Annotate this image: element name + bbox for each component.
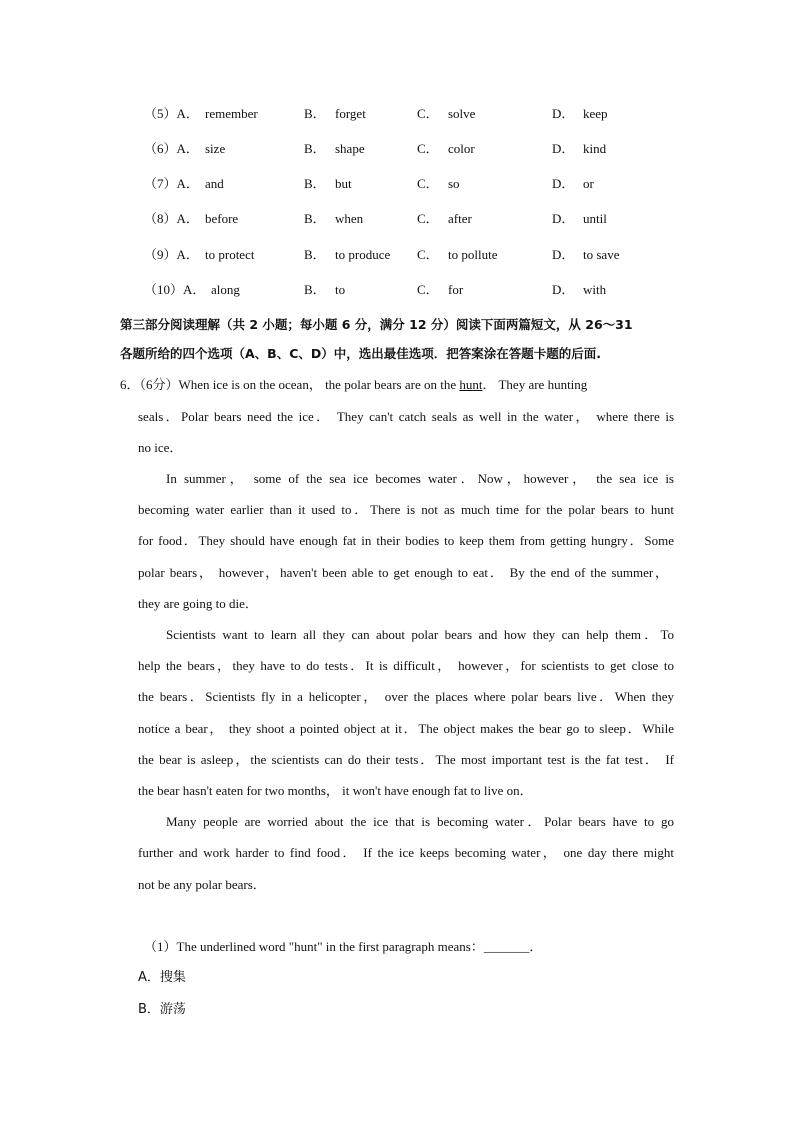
section-heading-line-2: 各题所给的四个选项（A、B、C、D）中，选出最佳选项．把答案涂在答题卡题的后面. bbox=[120, 346, 602, 361]
passage-line: the bear is asleep，the scientists can do their tests．The most important test is the fat test． If bbox=[138, 752, 674, 767]
passage-text: ． They are hunting bbox=[482, 377, 588, 392]
option-row-6 bbox=[0, 139, 794, 159]
option-a: before bbox=[205, 211, 239, 226]
option-c: for bbox=[448, 282, 464, 297]
option-c: color bbox=[448, 141, 475, 156]
option-c-letter: C． bbox=[417, 141, 439, 156]
passage-line: Scientists want to learn all they can about polar bears and how they can help them．To bbox=[166, 627, 674, 642]
option-d: keep bbox=[583, 106, 608, 121]
option-c: solve bbox=[448, 106, 476, 121]
option-a: and bbox=[205, 176, 224, 191]
option-b-letter: B． bbox=[304, 282, 326, 297]
sub-question-1: （1）The underlined word "hunt" in the first paragraph means：_______． bbox=[144, 939, 543, 954]
option-a: remember bbox=[205, 106, 258, 121]
question-first-line bbox=[120, 375, 674, 395]
option-c: so bbox=[448, 176, 460, 191]
option-number: （10）A． bbox=[144, 282, 206, 297]
passage-text: When ice is on the ocean， the polar bears are on the bbox=[178, 377, 460, 392]
option-b-letter: B． bbox=[304, 247, 326, 262]
option-b-letter: B． bbox=[304, 211, 326, 226]
underlined-word-hunt: hunt bbox=[459, 377, 483, 392]
option-b-letter: B． bbox=[304, 106, 326, 121]
option-row-10 bbox=[0, 280, 794, 300]
choice-b: B．游荡 bbox=[138, 1002, 186, 1017]
option-d: with bbox=[583, 282, 607, 297]
option-d: kind bbox=[583, 141, 607, 156]
option-row-7 bbox=[0, 174, 794, 194]
section-heading-line-1: 第三部分阅读理解（共 2 小题；每小题 6 分，满分 12 分）阅读下面两篇短文，从 26～31 bbox=[120, 317, 633, 332]
option-b: shape bbox=[335, 141, 365, 156]
passage-line: for food．They should have enough fat in their bodies to keep them from getting hungry．Some bbox=[138, 533, 674, 548]
option-d-letter: D． bbox=[552, 141, 575, 156]
passage-line: not be any polar bears． bbox=[138, 877, 266, 892]
option-b-letter: B． bbox=[304, 141, 326, 156]
option-d: until bbox=[583, 211, 607, 226]
passage-line: notice a bear， they shoot a pointed object at it．The object makes the bear go to sleep．While bbox=[138, 721, 674, 736]
option-number: （5）A． bbox=[144, 106, 199, 121]
option-row-8 bbox=[0, 209, 794, 229]
passage-line: no ice． bbox=[138, 440, 183, 455]
question-label: 6．（6分） bbox=[120, 377, 179, 392]
option-b: forget bbox=[335, 106, 366, 121]
option-b-letter: B． bbox=[304, 176, 326, 191]
option-d: to save bbox=[583, 247, 620, 262]
option-row-5 bbox=[0, 104, 794, 124]
option-number: （6）A． bbox=[144, 141, 199, 156]
option-a: size bbox=[205, 141, 226, 156]
passage-line: they are going to die． bbox=[138, 596, 258, 611]
option-d-letter: D． bbox=[552, 106, 575, 121]
option-c-letter: C． bbox=[417, 282, 439, 297]
option-d: or bbox=[583, 176, 594, 191]
passage-line: seals．Polar bears need the ice． They can't catch seals as well in the water， where there is bbox=[138, 409, 674, 424]
option-b: when bbox=[335, 211, 364, 226]
choice-a: A．搜集 bbox=[138, 970, 186, 985]
option-d-letter: D． bbox=[552, 282, 575, 297]
option-a: along bbox=[211, 282, 240, 297]
option-number: （8）A． bbox=[144, 211, 199, 226]
option-number: （7）A． bbox=[144, 176, 199, 191]
option-c-letter: C． bbox=[417, 106, 439, 121]
option-c-letter: C． bbox=[417, 247, 439, 262]
passage-line: the bear hasn't eaten for two months， it won't have enough fat to live on． bbox=[138, 783, 533, 798]
passage-line: Many people are worried about the ice that is becoming water．Polar bears have to go bbox=[166, 814, 674, 829]
option-b: but bbox=[335, 176, 352, 191]
passage-line: the bears．Scientists fly in a helicopter， over the places where polar bears live．When they bbox=[138, 689, 674, 704]
passage-line: polar bears， however，haven't been able to get enough to eat． By the end of the summer， bbox=[138, 565, 668, 580]
option-row-9 bbox=[0, 245, 794, 265]
option-d-letter: D． bbox=[552, 211, 575, 226]
passage-line: In summer， some of the sea ice becomes water．Now，however， the sea ice is bbox=[166, 471, 674, 486]
passage-line: help the bears，they have to do tests．It is difficult， however，for scientists to get close to bbox=[138, 658, 674, 673]
option-c: to pollute bbox=[448, 247, 498, 262]
option-c-letter: C． bbox=[417, 176, 439, 191]
passage-line: further and work harder to find food． If the ice keeps becoming water， one day there might bbox=[138, 845, 674, 860]
option-c: after bbox=[448, 211, 472, 226]
option-a: to protect bbox=[205, 247, 255, 262]
passage-line: becoming water earlier than it used to．There is not as much time for the polar bears to hunt bbox=[138, 502, 674, 517]
option-d-letter: D． bbox=[552, 176, 575, 191]
option-b: to produce bbox=[335, 247, 391, 262]
option-b: to bbox=[335, 282, 346, 297]
option-c-letter: C． bbox=[417, 211, 439, 226]
option-number: （9）A． bbox=[144, 247, 199, 262]
option-d-letter: D． bbox=[552, 247, 575, 262]
